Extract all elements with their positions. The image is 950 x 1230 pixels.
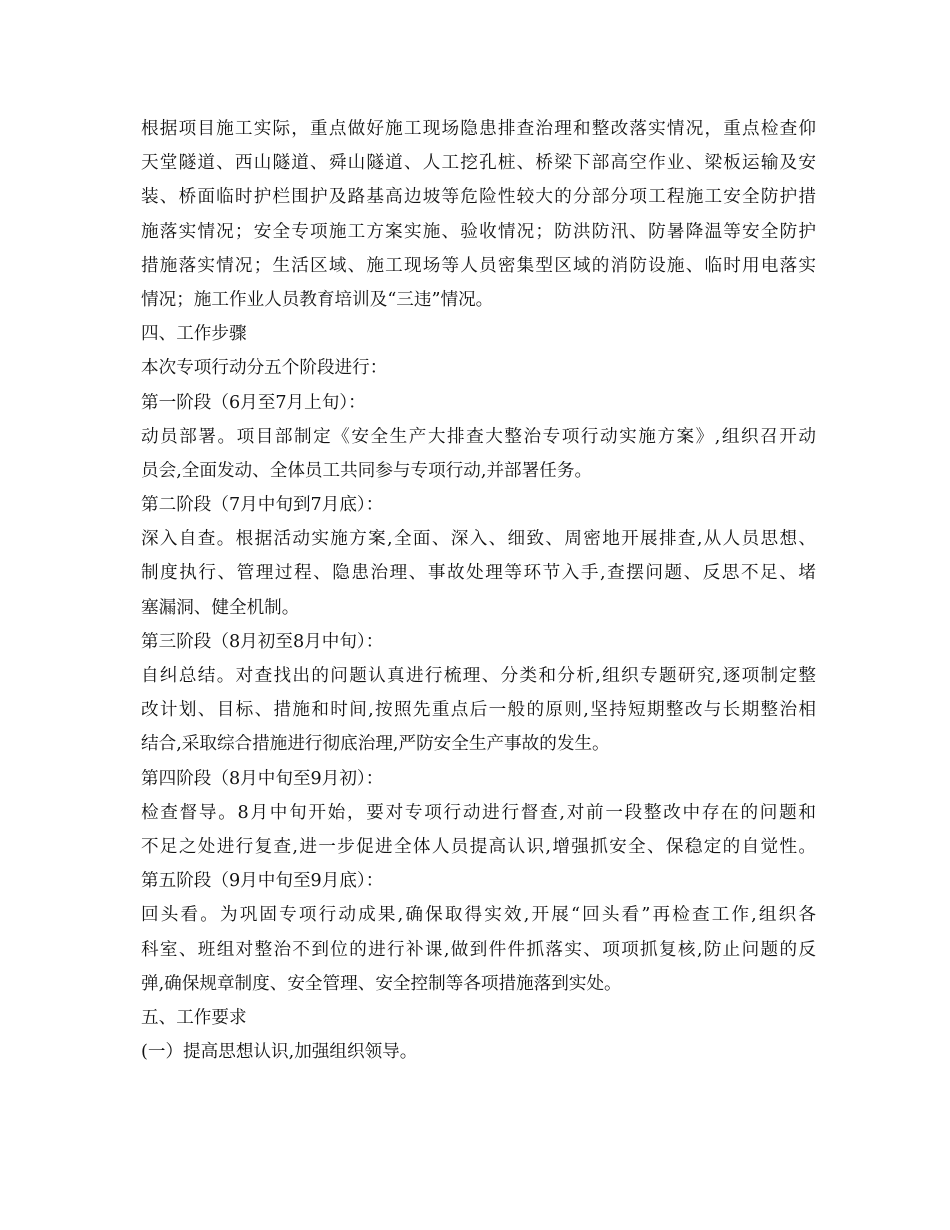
- stage-heading: 第三阶段（8月初至8月中旬）：: [141, 631, 384, 652]
- paragraph-line: 检查督导。8月中旬开始，要对专项行动进行督查,对前一段整改中存在的问题和: [141, 802, 816, 823]
- paragraph-line: 塞漏洞、健全机制。: [141, 597, 300, 618]
- paragraph-line: 改计划、目标、措施和时间,按照先重点后一般的原则,坚持短期整改与长期整治相: [141, 700, 816, 721]
- section-heading: 四、工作步骤: [141, 324, 247, 345]
- stage-heading: 第二阶段（7月中旬到7月底）：: [141, 495, 384, 516]
- paragraph-line: 弹,确保规章制度、安全管理、安全控制等各项措施落到实处。: [141, 973, 622, 994]
- paragraph-line: 自纠总结。对查找出的问题认真进行梳理、分类和分析,组织专题研究,逐项制定整: [141, 666, 816, 686]
- paragraph-line: 员会,全面发动、全体员工共同参与专项行动,并部署任务。: [141, 460, 593, 481]
- subsection-heading: (一）提高思想认识,加强组织领导。: [141, 1042, 418, 1063]
- paragraph-line: 深入自查。根据活动实施方案,全面、深入、细致、周密地开展排查,从人员思想、: [141, 529, 816, 550]
- paragraph-line: 动员部署。项目部制定《安全生产大排查大整治专项行动实施方案》,组织召开动: [141, 426, 816, 447]
- paragraph-line: 装、桥面临时护栏围护及路基高边坡等危险性较大的分部分项工程施工安全防护措: [141, 187, 816, 208]
- paragraph-line: 天堂隧道、西山隧道、舜山隧道、人工挖孔桩、桥梁下部高空作业、梁板运输及安: [141, 153, 816, 174]
- paragraph-line: 回头看。为巩固专项行动成果,确保取得实效,开展“回头看”再检查工作,组织各: [141, 905, 816, 926]
- paragraph-line: 根据项目施工实际，重点做好施工现场隐患排查治理和整改落实情况，重点检查仰: [141, 119, 816, 139]
- paragraph-line: 结合,采取综合措施进行彻底治理,严防安全生产事故的发生。: [141, 734, 610, 755]
- stage-heading: 第五阶段（9月中旬至9月底）：: [141, 871, 384, 892]
- paragraph-line: 不足之处进行复查,进一步促进全体人员提高认识,增强抓安全、保稳定的自觉性。: [141, 836, 816, 857]
- paragraph-line: 本次专项行动分五个阶段进行：: [141, 358, 388, 379]
- stage-heading: 第四阶段（8月中旬至9月初）：: [141, 768, 384, 789]
- document-body: [141, 112, 816, 1069]
- paragraph-line: 施落实情况；安全专项施工方案实施、验收情况；防洪防汛、防暑降温等安全防护: [141, 221, 816, 242]
- paragraph-line: 科室、班组对整治不到位的进行补课,做到件件抓落实、项项抓复核,防止问题的反: [141, 939, 816, 960]
- section-heading: 五、工作要求: [141, 1007, 247, 1028]
- stage-heading: 第一阶段（6月至7月上旬）：: [141, 392, 366, 413]
- paragraph-line: 制度执行、管理过程、隐患治理、事故处理等环节入手,查摆问题、反思不足、堵: [141, 563, 816, 584]
- paragraph-line: 措施落实情况；生活区域、施工现场等人员密集型区域的消防设施、临时用电落实: [141, 255, 816, 276]
- paragraph-line: 情况；施工作业人员教育培训及“三违”情况。: [141, 289, 494, 310]
